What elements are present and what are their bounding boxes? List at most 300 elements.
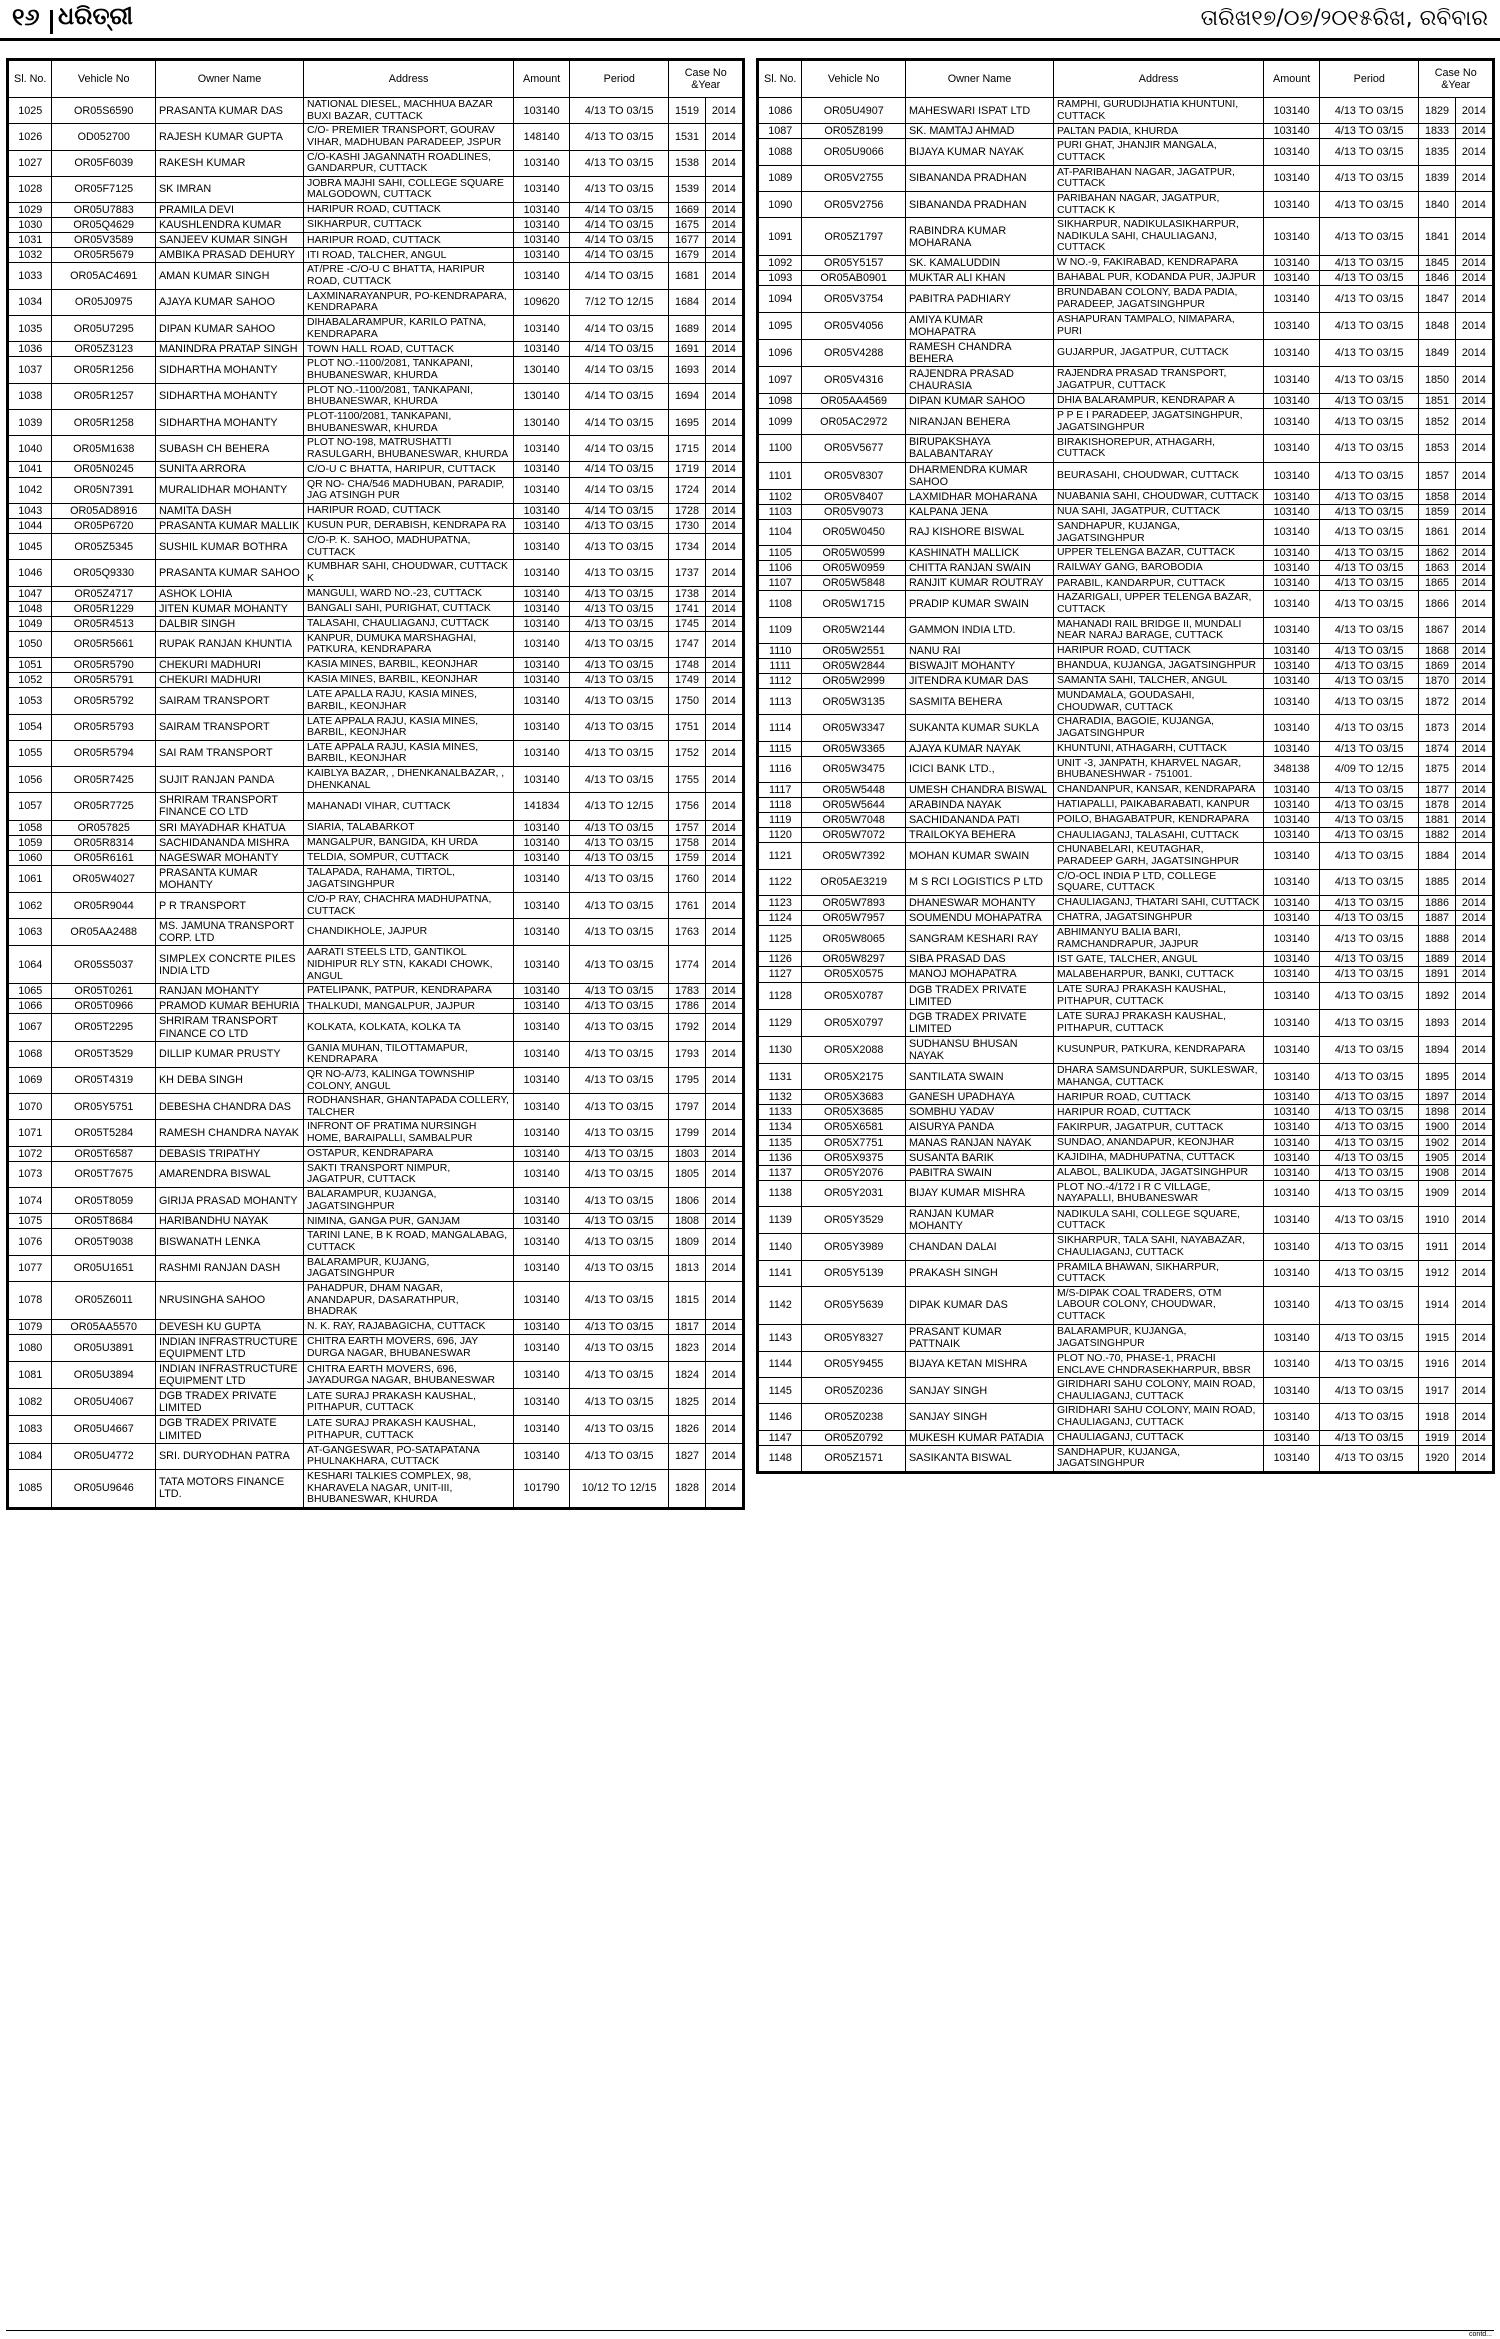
table-row	[9, 233, 743, 248]
cell-sl-no: 1112	[759, 674, 802, 689]
cell-amount: 103140	[1264, 952, 1320, 967]
cell-owner-name: SIMPLEX CONCRTE PILES INDIA LTD	[155, 946, 303, 984]
cell-vehicle-no: OR05N0245	[52, 462, 156, 477]
cell-vehicle-no: OR05W8297	[802, 952, 906, 967]
cell-amount: 103140	[1264, 1286, 1320, 1324]
cell-case-no: 1756	[669, 793, 705, 820]
cell-sl-no: 1102	[759, 489, 802, 504]
cell-vehicle-no: OR05V5677	[802, 435, 906, 462]
cell-sl-no: 1132	[759, 1090, 802, 1105]
cell-address: SUNDAO, ANANDAPUR, KEONJHAR	[1054, 1135, 1264, 1150]
table-row	[9, 601, 743, 616]
cell-case-no: 1747	[669, 631, 705, 657]
cell-vehicle-no: OR05W0450	[802, 519, 906, 545]
cell-case-year: 2014	[1455, 798, 1492, 813]
cell-sl-no: 1059	[9, 835, 52, 850]
cell-case-year: 2014	[1455, 435, 1492, 462]
cell-owner-name: NAMITA DASH	[155, 503, 303, 518]
cell-address: TALASAHI, CHAULIAGANJ, CUTTACK	[304, 616, 514, 631]
cell-period: 4/14 TO 03/15	[570, 503, 669, 518]
cell-case-year: 2014	[1455, 409, 1492, 435]
cell-case-year: 2014	[705, 124, 742, 150]
cell-owner-name: MOHAN KUMAR SWAIN	[905, 843, 1053, 869]
cell-owner-name: DGB TRADEX PRIVATE LIMITED	[155, 1389, 303, 1416]
cell-case-year: 2014	[1455, 519, 1492, 545]
cell-sl-no: 1118	[759, 798, 802, 813]
cell-period: 4/13 TO 03/15	[570, 560, 669, 586]
cell-amount: 103140	[514, 673, 570, 688]
cell-period: 4/13 TO 03/15	[570, 534, 669, 560]
cell-owner-name: MUKTAR ALI KHAN	[905, 271, 1053, 286]
cell-sl-no: 1058	[9, 820, 52, 835]
cell-vehicle-no: OR05W4027	[52, 865, 156, 892]
table-row	[9, 462, 743, 477]
cell-vehicle-no: OR05Z8199	[802, 124, 906, 139]
cell-case-no: 1872	[1419, 689, 1455, 715]
cell-owner-name: AMIYA KUMAR MOHAPATRA	[905, 312, 1053, 339]
cell-address: INFRONT OF PRATIMA NURSINGH HOME, BARAIPALLI, SAMBALPUR	[304, 1120, 514, 1146]
cell-owner-name: CHEKURI MADHURI	[155, 673, 303, 688]
cell-sl-no: 1045	[9, 534, 52, 560]
cell-case-year: 2014	[1455, 124, 1492, 139]
cell-amount: 103140	[514, 1146, 570, 1161]
cell-owner-name: PRASANT KUMAR PATTNAIK	[905, 1324, 1053, 1351]
cell-case-year: 2014	[1455, 489, 1492, 504]
cell-address: RAILWAY GANG, BAROBODIA	[1054, 561, 1264, 576]
cell-sl-no: 1092	[759, 256, 802, 271]
cell-case-no: 1803	[669, 1146, 705, 1161]
cell-period: 4/13 TO 03/15	[570, 616, 669, 631]
cell-vehicle-no: OR05W3135	[802, 689, 906, 715]
cell-amount: 103140	[514, 984, 570, 999]
cell-vehicle-no: OR05J0975	[52, 289, 156, 315]
table-row	[9, 688, 743, 714]
cell-vehicle-no: OR05AD8916	[52, 503, 156, 518]
cell-sl-no: 1075	[9, 1214, 52, 1229]
cell-owner-name: SUJIT RANJAN PANDA	[155, 767, 303, 793]
cell-amount: 103140	[514, 658, 570, 673]
cell-address: PAHADPUR, DHAM NAGAR, ANANDAPUR, DASARATHPUR, BHADRAK	[304, 1281, 514, 1319]
cell-sl-no: 1108	[759, 591, 802, 617]
cell-owner-name: MANAS RANJAN NAYAK	[905, 1135, 1053, 1150]
cell-period: 4/13 TO 03/15	[570, 1094, 669, 1120]
table-row	[759, 813, 1493, 828]
cell-vehicle-no: OR05S5037	[52, 946, 156, 984]
cell-amount: 103140	[1264, 124, 1320, 139]
cell-case-year: 2014	[705, 673, 742, 688]
col-owner-name: Owner Name	[905, 61, 1053, 98]
table-row	[759, 1165, 1493, 1180]
cell-sl-no: 1050	[9, 631, 52, 657]
cell-sl-no: 1126	[759, 952, 802, 967]
cell-vehicle-no: OR05Y5139	[802, 1260, 906, 1286]
cell-case-no: 1738	[669, 586, 705, 601]
table-row	[9, 248, 743, 263]
cell-period: 4/13 TO 03/15	[1320, 843, 1419, 869]
cell-case-no: 1824	[669, 1362, 705, 1389]
cell-sl-no: 1033	[9, 263, 52, 289]
cell-case-year: 2014	[1455, 1105, 1492, 1120]
table-row	[759, 828, 1493, 843]
table-row	[759, 1207, 1493, 1234]
cell-sl-no: 1034	[9, 289, 52, 315]
cell-sl-no: 1143	[759, 1324, 802, 1351]
cell-sl-no: 1146	[759, 1404, 802, 1430]
cell-address: MALABEHARPUR, BANKI, CUTTACK	[1054, 967, 1264, 982]
cell-amount: 103140	[1264, 489, 1320, 504]
cell-case-year: 2014	[1455, 1351, 1492, 1377]
cell-case-year: 2014	[705, 503, 742, 518]
cell-case-year: 2014	[705, 218, 742, 233]
cell-address: LATE SURAJ PRAKASH KAUSHAL, PITHAPUR, CUTTACK	[304, 1416, 514, 1443]
cell-address: PLOT NO.-70, PHASE-1, PRACHI ENCLAVE CHNDRASEKHARPUR, BBSR	[1054, 1351, 1264, 1377]
cell-vehicle-no: OR05R1256	[52, 357, 156, 383]
cell-sl-no: 1123	[759, 895, 802, 910]
cell-case-no: 1868	[1419, 643, 1455, 658]
cell-owner-name: RAMESH CHANDRA BEHERA	[905, 339, 1053, 366]
cell-case-year: 2014	[705, 616, 742, 631]
cell-sl-no: 1037	[9, 357, 52, 383]
cell-period: 4/13 TO 03/15	[1320, 1036, 1419, 1063]
cell-vehicle-no: OR05T0966	[52, 999, 156, 1014]
table-row	[759, 1260, 1493, 1286]
cell-period: 4/13 TO 03/15	[570, 1120, 669, 1146]
cell-vehicle-no: OR05V2756	[802, 191, 906, 217]
left-table-panel	[6, 58, 745, 1510]
table-row	[759, 191, 1493, 217]
cell-amount: 103140	[514, 601, 570, 616]
cell-sl-no: 1109	[759, 617, 802, 643]
cell-case-no: 1681	[669, 263, 705, 289]
cell-address: UPPER TELENGA BAZAR, CUTTACK	[1054, 546, 1264, 561]
cell-owner-name: GIRIJA PRASAD MOHANTY	[155, 1188, 303, 1214]
cell-case-no: 1841	[1419, 218, 1455, 256]
cell-owner-name: RANJAN KUMAR MOHANTY	[905, 1207, 1053, 1234]
cell-case-year: 2014	[705, 1067, 742, 1093]
cell-amount: 103140	[1264, 462, 1320, 489]
cell-owner-name: BIRUPAKSHAYA BALABANTARAY	[905, 435, 1053, 462]
cell-period: 4/14 TO 03/15	[570, 248, 669, 263]
cell-owner-name: SUSANTA BARIK	[905, 1150, 1053, 1165]
cell-period: 4/13 TO 03/15	[1320, 1165, 1419, 1180]
cell-sl-no: 1030	[9, 218, 52, 233]
cell-period: 4/13 TO 03/15	[570, 892, 669, 918]
cell-sl-no: 1069	[9, 1067, 52, 1093]
cell-amount: 103140	[514, 1229, 570, 1255]
cell-case-year: 2014	[705, 1120, 742, 1146]
cell-sl-no: 1057	[9, 793, 52, 820]
cell-owner-name: INDIAN INFRASTRUCTURE EQUIPMENT LTD	[155, 1334, 303, 1361]
table-row	[9, 1389, 743, 1416]
cell-period: 4/14 TO 03/15	[570, 409, 669, 435]
table-row	[9, 218, 743, 233]
cell-vehicle-no: OR05W5848	[802, 576, 906, 591]
cell-period: 4/13 TO 12/15	[570, 793, 669, 820]
cell-owner-name: SHRIRAM TRANSPORT FINANCE CO LTD	[155, 1014, 303, 1041]
cell-amount: 103140	[514, 233, 570, 248]
cell-case-year: 2014	[1455, 1064, 1492, 1090]
cell-owner-name: P R TRANSPORT	[155, 892, 303, 918]
cell-address: LATE SURAJ PRAKASH KAUSHAL, PITHAPUR, CUTTACK	[304, 1389, 514, 1416]
cell-vehicle-no: OR05W1715	[802, 591, 906, 617]
cell-period: 4/13 TO 03/15	[570, 1067, 669, 1093]
cell-owner-name: PRAMOD KUMAR BEHURIA	[155, 999, 303, 1014]
cell-sl-no: 1062	[9, 892, 52, 918]
table-row	[759, 462, 1493, 489]
cell-sl-no: 1081	[9, 1362, 52, 1389]
cell-owner-name: RASHMI RANJAN DASH	[155, 1255, 303, 1281]
cell-address: BALARAMPUR, KUJANGA, JAGATSINGHPUR	[304, 1188, 514, 1214]
cell-period: 4/14 TO 03/15	[570, 357, 669, 383]
cell-case-no: 1724	[669, 477, 705, 503]
cell-owner-name: NRUSINGHA SAHOO	[155, 1281, 303, 1319]
cell-owner-name: MANINDRA PRATAP SINGH	[155, 342, 303, 357]
cell-owner-name: DEVESH KU GUPTA	[155, 1319, 303, 1334]
cell-address: HARIPUR ROAD, CUTTACK	[1054, 1105, 1264, 1120]
cell-owner-name: PABITRA PADHIARY	[905, 286, 1053, 312]
cell-vehicle-no: OR05V2755	[802, 165, 906, 191]
table-row	[9, 1416, 743, 1443]
cell-sl-no: 1054	[9, 714, 52, 740]
cell-owner-name: DHARMENDRA KUMAR SAHOO	[905, 462, 1053, 489]
cell-sl-no: 1122	[759, 869, 802, 895]
cell-sl-no: 1068	[9, 1041, 52, 1067]
cell-period: 4/13 TO 03/15	[570, 1188, 669, 1214]
cell-sl-no: 1047	[9, 586, 52, 601]
cell-period: 4/13 TO 03/15	[1320, 1150, 1419, 1165]
cell-amount: 103140	[514, 1188, 570, 1214]
cell-vehicle-no: OR05Y5751	[52, 1094, 156, 1120]
cell-case-year: 2014	[1455, 674, 1492, 689]
cell-case-no: 1684	[669, 289, 705, 315]
table-row	[759, 756, 1493, 782]
cell-period: 7/12 TO 12/15	[570, 289, 669, 315]
cell-amount: 103140	[514, 1014, 570, 1041]
cell-amount: 103140	[1264, 191, 1320, 217]
cell-period: 4/13 TO 03/15	[1320, 339, 1419, 366]
cell-owner-name: SIDHARTHA MOHANTY	[155, 357, 303, 383]
cell-period: 4/13 TO 03/15	[570, 176, 669, 202]
cell-amount: 103140	[514, 560, 570, 586]
cell-amount: 130140	[514, 409, 570, 435]
cell-owner-name: PRASANTA KUMAR SAHOO	[155, 560, 303, 586]
cell-amount: 103140	[1264, 165, 1320, 191]
cell-vehicle-no: OD052700	[52, 124, 156, 150]
cell-case-no: 1916	[1419, 1351, 1455, 1377]
table-row	[9, 865, 743, 892]
cell-case-no: 1829	[1419, 98, 1455, 124]
cell-case-year: 2014	[705, 767, 742, 793]
cell-case-no: 1870	[1419, 674, 1455, 689]
table-row	[9, 616, 743, 631]
cell-case-no: 1845	[1419, 256, 1455, 271]
cell-vehicle-no: OR05W5448	[802, 783, 906, 798]
cell-period: 4/13 TO 03/15	[1320, 1286, 1419, 1324]
cell-case-year: 2014	[1455, 1090, 1492, 1105]
cell-vehicle-no: OR05W7048	[802, 813, 906, 828]
table-row	[759, 1286, 1493, 1324]
table-row	[9, 560, 743, 586]
cell-period: 4/13 TO 03/15	[1320, 1234, 1419, 1260]
cell-case-year: 2014	[705, 835, 742, 850]
cell-owner-name: RAKESH KUMAR	[155, 150, 303, 176]
table-row	[9, 892, 743, 918]
cell-sl-no: 1056	[9, 767, 52, 793]
cell-amount: 103140	[1264, 715, 1320, 741]
table-row	[9, 1014, 743, 1041]
cell-vehicle-no: OR05R5793	[52, 714, 156, 740]
cell-address: KUSUN PUR, DERABISH, KENDRAPA RA	[304, 518, 514, 533]
table-row	[759, 366, 1493, 393]
cell-sl-no: 1084	[9, 1443, 52, 1469]
cell-case-year: 2014	[705, 1146, 742, 1161]
cell-amount: 103140	[1264, 286, 1320, 312]
cell-amount: 103140	[1264, 869, 1320, 895]
cell-period: 4/13 TO 03/15	[1320, 982, 1419, 1009]
cell-amount: 103140	[514, 1120, 570, 1146]
cell-period: 4/13 TO 03/15	[570, 601, 669, 616]
cell-address: SANDHAPUR, KUJANGA, JAGATSINGHPUR	[1054, 519, 1264, 545]
cell-case-year: 2014	[705, 462, 742, 477]
cell-case-year: 2014	[1455, 394, 1492, 409]
cell-owner-name: PRAMILA DEVI	[155, 203, 303, 218]
cell-case-no: 1873	[1419, 715, 1455, 741]
cell-case-year: 2014	[705, 1469, 742, 1507]
cell-address: SAKTI TRANSPORT NIMPUR, JAGATPUR, CUTTACK	[304, 1161, 514, 1187]
cell-case-year: 2014	[1455, 741, 1492, 756]
cell-case-no: 1689	[669, 316, 705, 342]
table-row	[9, 203, 743, 218]
cell-vehicle-no: OR05AA2488	[52, 919, 156, 946]
cell-owner-name: TRAILOKYA BEHERA	[905, 828, 1053, 843]
cell-period: 4/13 TO 03/15	[570, 1229, 669, 1255]
cell-period: 4/13 TO 03/15	[1320, 715, 1419, 741]
cell-address: PARIBAHAN NAGAR, JAGATPUR, CUTTACK K	[1054, 191, 1264, 217]
cell-address: DHARA SAMSUNDARPUR, SUKLESWAR, MAHANGA, CUTTACK	[1054, 1064, 1264, 1090]
cell-address: LATE SURAJ PRAKASH KAUSHAL, PITHAPUR, CUTTACK	[1054, 982, 1264, 1009]
col-vehicle-no: Vehicle No	[52, 61, 156, 98]
cell-owner-name: DALBIR SINGH	[155, 616, 303, 631]
table-row	[759, 798, 1493, 813]
cell-amount: 103140	[514, 586, 570, 601]
cell-case-no: 1869	[1419, 659, 1455, 674]
cell-period: 4/14 TO 03/15	[570, 383, 669, 409]
cell-period: 4/13 TO 03/15	[1320, 1404, 1419, 1430]
col-address: Address	[1054, 61, 1264, 98]
table-row	[759, 741, 1493, 756]
cell-case-year: 2014	[1455, 1445, 1492, 1471]
table-header-row	[9, 61, 743, 98]
cell-case-no: 1850	[1419, 366, 1455, 393]
cell-address: LATE APPALA RAJU, KASIA MINES, BARBIL, KEONJHAR	[304, 714, 514, 740]
cell-owner-name: JITEN KUMAR MOHANTY	[155, 601, 303, 616]
cell-case-no: 1760	[669, 865, 705, 892]
cell-address: TOWN HALL ROAD, CUTTACK	[304, 342, 514, 357]
cell-sl-no: 1036	[9, 342, 52, 357]
cell-case-year: 2014	[705, 534, 742, 560]
table-row	[9, 793, 743, 820]
cell-amount: 103140	[1264, 1430, 1320, 1445]
cell-vehicle-no: OR05M1638	[52, 436, 156, 462]
cell-case-year: 2014	[705, 316, 742, 342]
cell-amount: 103140	[514, 316, 570, 342]
cell-address: AT-GANGESWAR, PO-SATAPATANA PHULNAKHARA, CUTTACK	[304, 1443, 514, 1469]
cell-vehicle-no: OR05X6581	[802, 1120, 906, 1135]
table-row	[759, 617, 1493, 643]
cell-amount: 103140	[514, 631, 570, 657]
cell-period: 4/13 TO 03/15	[570, 1281, 669, 1319]
cell-case-no: 1891	[1419, 967, 1455, 982]
cell-case-no: 1677	[669, 233, 705, 248]
cell-owner-name: M S RCI LOGISTICS P LTD	[905, 869, 1053, 895]
table-row	[9, 316, 743, 342]
footer-rule	[6, 2330, 1494, 2331]
cell-address: KAIBLYA BAZAR, , DHENKANALBAZAR, , DHENKANAL	[304, 767, 514, 793]
cell-case-year: 2014	[705, 1014, 742, 1041]
cell-amount: 103140	[514, 1443, 570, 1469]
cell-amount: 103140	[1264, 1260, 1320, 1286]
cell-amount: 103140	[1264, 1135, 1320, 1150]
cell-period: 10/12 TO 12/15	[570, 1469, 669, 1507]
cell-vehicle-no: OR05F6039	[52, 150, 156, 176]
cell-sl-no: 1142	[759, 1286, 802, 1324]
cell-amount: 103140	[514, 767, 570, 793]
cell-case-no: 1875	[1419, 756, 1455, 782]
table-row	[759, 1009, 1493, 1036]
table-row	[9, 263, 743, 289]
cell-sl-no: 1071	[9, 1120, 52, 1146]
cell-amount: 103140	[1264, 967, 1320, 982]
cell-period: 4/13 TO 03/15	[1320, 674, 1419, 689]
cell-sl-no: 1067	[9, 1014, 52, 1041]
cell-sl-no: 1100	[759, 435, 802, 462]
table-row	[759, 674, 1493, 689]
cell-owner-name: BISWAJIT MOHANTY	[905, 659, 1053, 674]
cell-sl-no: 1078	[9, 1281, 52, 1319]
cell-owner-name: CHITTA RANJAN SWAIN	[905, 561, 1053, 576]
cell-case-year: 2014	[1455, 895, 1492, 910]
cell-period: 4/13 TO 03/15	[570, 820, 669, 835]
cell-sl-no: 1035	[9, 316, 52, 342]
cell-vehicle-no: OR05W2144	[802, 617, 906, 643]
cell-case-no: 1730	[669, 518, 705, 533]
cell-case-year: 2014	[705, 1161, 742, 1187]
table-row	[9, 1319, 743, 1334]
cell-amount: 103140	[514, 1094, 570, 1120]
masthead-rule	[0, 38, 1500, 41]
cell-amount: 103140	[1264, 674, 1320, 689]
cell-sl-no: 1114	[759, 715, 802, 741]
cell-vehicle-no: OR05T2295	[52, 1014, 156, 1041]
cell-vehicle-no: OR05R1258	[52, 409, 156, 435]
cell-vehicle-no: OR05R7425	[52, 767, 156, 793]
cell-owner-name: SUKANTA KUMAR SUKLA	[905, 715, 1053, 741]
cell-case-no: 1675	[669, 218, 705, 233]
cell-amount: 103140	[514, 999, 570, 1014]
cell-amount: 103140	[1264, 1234, 1320, 1260]
cell-case-year: 2014	[705, 357, 742, 383]
cell-owner-name: RUPAK RANJAN KHUNTIA	[155, 631, 303, 657]
table-row	[759, 1036, 1493, 1063]
cell-owner-name: MURALIDHAR MOHANTY	[155, 477, 303, 503]
cell-vehicle-no: OR05Q4629	[52, 218, 156, 233]
cell-vehicle-no: OR05X2088	[802, 1036, 906, 1063]
cell-amount: 103140	[1264, 409, 1320, 435]
table-row	[759, 124, 1493, 139]
table-row	[9, 767, 743, 793]
cell-owner-name: MS. JAMUNA TRANSPORT CORP. LTD	[155, 919, 303, 946]
cell-sl-no: 1065	[9, 984, 52, 999]
